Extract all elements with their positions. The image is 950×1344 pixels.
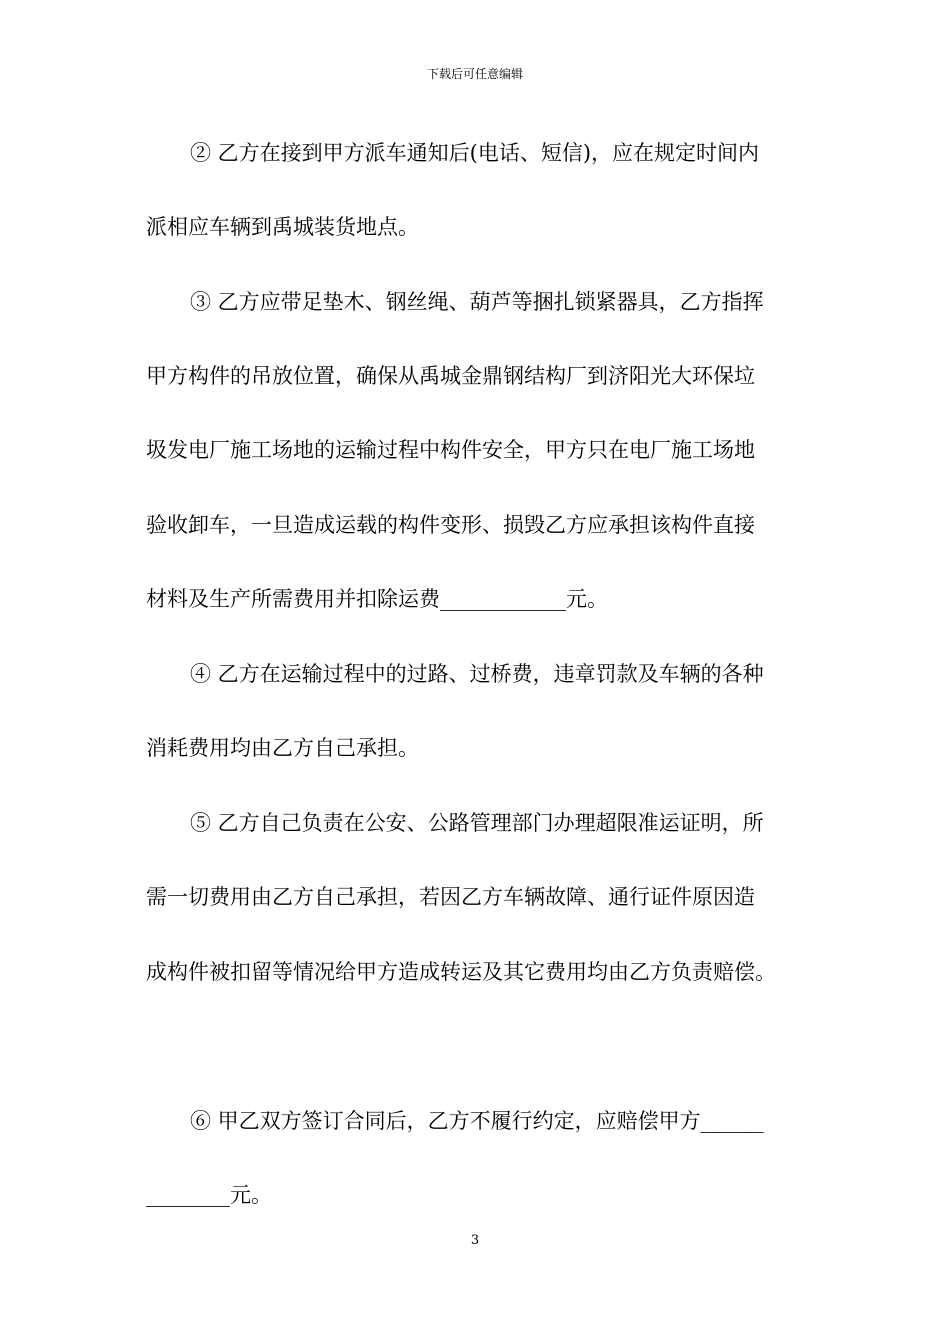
paragraph-3-line-5: 材料及生产所需费用并扣除运费____________元。 — [146, 587, 608, 611]
paragraph-5-line-1: ⑤ 乙方自己负责在公安、公路管理部门办理超限准运证明，所 — [190, 811, 764, 835]
paragraph-2-line-2: 派相应车辆到禹城装货地点。 — [146, 215, 419, 239]
paragraph-3-line-3: 圾发电厂施工场地的运输过程中构件安全，甲方只在电厂施工场地 — [146, 438, 755, 462]
paragraph-5-line-3: 成构件被扣留等情况给甲方造成转运及其它费用均由乙方负责赔偿。 — [146, 960, 776, 984]
page-header: 下载后可任意编辑 — [426, 67, 523, 81]
paragraph-3-line-1: ③ 乙方应带足垫木、钢丝绳、葫芦等捆扎锁紧器具，乙方指挥 — [190, 290, 764, 314]
paragraph-6-line-1: ⑥ 甲乙双方签订合同后，乙方不履行约定，应赔偿甲方______ — [190, 1109, 764, 1133]
paragraph-6-line-2: ________元。 — [146, 1183, 272, 1207]
page-number: 3 — [470, 1233, 480, 1248]
paragraph-2-line-1: ② 乙方在接到甲方派车通知后(电话、短信)，应在规定时间内 — [190, 141, 760, 165]
paragraph-4-line-1: ④ 乙方在运输过程中的过路、过桥费，违章罚款及车辆的各种 — [190, 662, 764, 686]
paragraph-3-line-2: 甲方构件的吊放位置，确保从禹城金鼎钢结构厂到济阳光大环保垃 — [146, 364, 755, 388]
paragraph-4-line-2: 消耗费用均由乙方自己承担。 — [146, 736, 419, 760]
paragraph-3-line-4: 验收卸车，一旦造成运载的构件变形、损毁乙方应承担该构件直接 — [146, 513, 755, 537]
paragraph-5-line-2: 需一切费用由乙方自己承担，若因乙方车辆故障、通行证件原因造 — [146, 885, 755, 909]
